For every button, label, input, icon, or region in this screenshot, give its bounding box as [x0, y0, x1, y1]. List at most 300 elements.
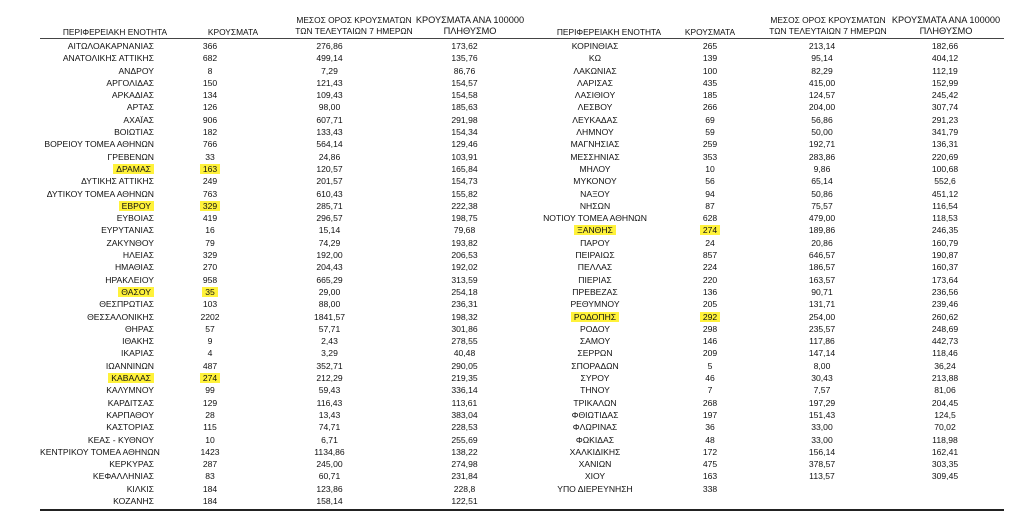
right-header-cases: ΚΡΟΥΣΜΑΤΑ: [684, 27, 736, 37]
region-text: ΚΑΛΥΜΝΟΥ: [106, 385, 154, 396]
avg7-text: 124,57: [808, 90, 836, 101]
right-header-per100k-line2: ΠΛΗΘΥΣΜΟ: [919, 26, 973, 36]
per100k-text: 154,57: [451, 77, 478, 88]
region-cell: [40, 126, 154, 138]
table-row: [528, 483, 1004, 495]
region-cell: [40, 323, 154, 335]
avg7-cell: [266, 224, 393, 236]
per100k-text: 301,86: [451, 323, 478, 334]
table-row: [528, 347, 1004, 359]
region-cell: [528, 360, 662, 372]
avg7-cell: [758, 237, 886, 249]
left-header-avg-line2: ΤΩΝ ΤΕΛΕΥΤΑΙΩΝ 7 ΗΜΕΡΩΝ: [295, 26, 413, 36]
region-text: ΚΩ: [588, 53, 602, 64]
cases-cell: [662, 212, 758, 224]
per100k-cell: [393, 40, 536, 52]
avg7-cell: [758, 323, 886, 335]
avg7-cell: [758, 224, 886, 236]
region-text: ΙΘΑΚΗΣ: [122, 336, 154, 347]
avg7-text: 109,43: [316, 90, 343, 101]
cases-text: 35: [202, 287, 218, 297]
per100k-text: 138,22: [451, 446, 478, 457]
avg7-cell: [758, 372, 886, 384]
region-cell: [528, 323, 662, 335]
per100k-text: 442,73: [931, 336, 959, 347]
per100k-cell: [393, 298, 536, 310]
table-row: [40, 397, 536, 409]
avg7-text: 3,29: [321, 348, 338, 359]
avg7-text: 646,57: [808, 250, 836, 261]
cases-cell: [154, 384, 266, 396]
avg7-text: 9,86: [813, 163, 831, 174]
cases-text: 274: [700, 225, 720, 235]
table-row: [528, 323, 1004, 335]
avg7-text: 378,57: [808, 459, 836, 470]
cases-cell: [154, 261, 266, 273]
avg7-text: 33,00: [811, 422, 833, 433]
per100k-text: 193,82: [451, 237, 478, 248]
cases-cell: [662, 40, 758, 52]
per100k-cell: [393, 446, 536, 458]
avg7-cell: [266, 65, 393, 77]
per100k-cell: [886, 274, 1004, 286]
region-cell: [40, 65, 154, 77]
per100k-cell: [886, 409, 1004, 421]
table-row: [40, 138, 536, 150]
avg7-text: 50,00: [811, 127, 833, 138]
cases-cell: [662, 409, 758, 421]
avg7-cell: [266, 126, 393, 138]
per100k-text: 228,8: [453, 483, 476, 494]
cases-text: 419: [202, 213, 218, 224]
per100k-cell: [886, 360, 1004, 372]
table-row: [40, 434, 536, 446]
per100k-cell: [393, 77, 536, 89]
per100k-cell: [393, 483, 536, 495]
per100k-text: 116,54: [932, 200, 958, 211]
table-row: [528, 40, 1004, 52]
avg7-cell: [266, 397, 393, 409]
per100k-cell: [393, 495, 536, 507]
left-header-rule: [40, 38, 536, 39]
per100k-cell: [886, 261, 1004, 273]
avg7-text: 74,71: [318, 422, 341, 433]
avg7-cell: [758, 470, 886, 482]
cases-cell: [662, 261, 758, 273]
cases-cell: [662, 458, 758, 470]
region-cell: [528, 347, 662, 359]
avg7-text: 90,71: [811, 286, 833, 297]
cases-text: 366: [202, 41, 218, 51]
avg7-text: 147,14: [808, 348, 836, 359]
cases-cell: [154, 249, 266, 261]
per100k-cell: [886, 52, 1004, 64]
cases-text: 353: [702, 151, 718, 162]
region-cell: [40, 163, 154, 175]
per100k-text: 135,76: [451, 53, 478, 64]
per100k-text: 124,5: [934, 409, 956, 420]
per100k-cell: [886, 446, 1004, 458]
cases-cell: [154, 237, 266, 249]
region-cell: [528, 483, 662, 495]
avg7-cell: [266, 495, 393, 507]
per100k-cell: [886, 384, 1004, 396]
region-cell: [40, 52, 154, 64]
cases-text: 103: [202, 299, 218, 310]
cases-cell: [154, 52, 266, 64]
cases-cell: [154, 65, 266, 77]
region-cell: [40, 397, 154, 409]
region-text: ΘΕΣΠΡΩΤΙΑΣ: [99, 299, 154, 310]
avg7-cell: [266, 114, 393, 126]
cases-text: 69: [705, 114, 715, 125]
region-cell: [40, 188, 154, 200]
region-cell: [528, 409, 662, 421]
cases-cell: [662, 384, 758, 396]
region-text: ΒΟΡΕΙΟΥ ΤΟΜΕΑ ΑΘΗΝΩΝ: [44, 139, 154, 150]
per100k-text: 222,38: [451, 200, 478, 211]
cases-text: 197: [702, 409, 718, 420]
avg7-cell: [266, 261, 393, 273]
avg7-text: 13,43: [318, 409, 341, 420]
per100k-cell: [886, 483, 1004, 495]
cases-text: 224: [702, 262, 718, 273]
per100k-text: 291,98: [451, 114, 478, 125]
per100k-cell: [393, 212, 536, 224]
cases-cell: [154, 323, 266, 335]
region-cell: [40, 101, 154, 113]
region-cell: [528, 212, 662, 224]
per100k-cell: [393, 224, 536, 236]
per100k-cell: [393, 397, 536, 409]
avg7-cell: [266, 274, 393, 286]
region-text: ΡΟΔΟΥ: [580, 323, 610, 334]
cases-text: 163: [702, 471, 718, 482]
region-cell: [528, 446, 662, 458]
right-header-avg-line2: ΤΩΝ ΤΕΛΕΥΤΑΙΩΝ 7 ΗΜΕΡΩΝ: [769, 26, 887, 36]
table-row: [40, 495, 536, 507]
cases-cell: [154, 347, 266, 359]
cases-text: 129: [202, 397, 218, 408]
cases-text: 146: [702, 336, 718, 347]
avg7-cell: [758, 65, 886, 77]
table-row: [528, 286, 1004, 298]
per100k-text: 404,12: [931, 53, 959, 64]
table-row: [528, 458, 1004, 470]
per100k-cell: [886, 335, 1004, 347]
avg7-cell: [266, 237, 393, 249]
cases-cell: [154, 163, 266, 175]
region-cell: [40, 237, 154, 249]
cases-cell: [154, 114, 266, 126]
avg7-text: 415,00: [808, 77, 836, 88]
left-data-table: [40, 40, 536, 507]
table-row: [40, 175, 536, 187]
avg7-text: 120,57: [316, 163, 343, 174]
table-row: [528, 261, 1004, 273]
region-cell: [40, 89, 154, 101]
table-row: [528, 397, 1004, 409]
cases-cell: [662, 274, 758, 286]
per100k-cell: [393, 249, 536, 261]
table-row: [40, 470, 536, 482]
left-header-region: ΠΕΡΙΦΕΡΕΙΑΚΗ ΕΝΟΤΗΤΑ: [62, 27, 168, 37]
region-text: ΗΡΑΚΛΕΙΟΥ: [105, 274, 154, 285]
avg7-text: 59,43: [318, 385, 341, 396]
avg7-text: 56,86: [811, 114, 833, 125]
cases-text: 100: [702, 65, 718, 76]
region-cell: [40, 458, 154, 470]
per100k-cell: [393, 65, 536, 77]
table-row: [40, 89, 536, 101]
cases-text: 8: [207, 65, 213, 76]
cases-cell: [154, 286, 266, 298]
table-row: [528, 188, 1004, 200]
per100k-cell: [886, 323, 1004, 335]
per100k-text: 228,53: [451, 422, 478, 433]
region-text: ΠΙΕΡΙΑΣ: [578, 274, 612, 285]
table-row: [528, 89, 1004, 101]
per100k-text: 341,79: [931, 127, 959, 138]
cases-cell: [154, 212, 266, 224]
region-cell: [40, 446, 160, 458]
table-row: [528, 212, 1004, 224]
avg7-cell: [758, 212, 886, 224]
table-row: [528, 163, 1004, 175]
avg7-cell: [758, 347, 886, 359]
cases-text: 766: [202, 139, 218, 150]
per100k-cell: [886, 40, 1004, 52]
table-row: [40, 249, 536, 261]
region-text: ΚΑΡΠΑΘΟΥ: [106, 409, 154, 420]
table-row: [40, 446, 536, 458]
cases-cell: [662, 323, 758, 335]
per100k-text: 220,69: [931, 151, 959, 162]
table-row: [528, 434, 1004, 446]
per100k-cell: [393, 261, 536, 273]
right-header-avg-line1: ΜΕΣΟΣ ΟΡΟΣ ΚΡΟΥΣΜΑΤΩΝ: [770, 15, 886, 25]
per100k-cell: [886, 298, 1004, 310]
avg7-text: 213,14: [808, 41, 836, 51]
per100k-text: 173,62: [451, 41, 478, 51]
table-row: [528, 274, 1004, 286]
per100k-cell: [886, 224, 1004, 236]
per100k-text: 307,74: [931, 102, 959, 113]
cases-text: 1423: [200, 446, 220, 457]
avg7-cell: [266, 163, 393, 175]
region-text: ΑΝΔΡΟΥ: [118, 65, 154, 76]
avg7-text: 564,14: [316, 139, 343, 150]
cases-text: 287: [202, 459, 218, 470]
table-row: [528, 101, 1004, 113]
region-cell: [40, 372, 154, 384]
cases-cell: [154, 409, 266, 421]
cases-text: 94: [705, 188, 715, 199]
cases-cell: [662, 397, 758, 409]
per100k-text: 236,31: [451, 299, 478, 310]
cases-text: 48: [705, 434, 715, 445]
avg7-text: 163,57: [808, 274, 836, 285]
per100k-cell: [393, 89, 536, 101]
per100k-text: 100,68: [931, 163, 959, 174]
region-cell: [528, 188, 662, 200]
right-data-table: [528, 40, 1004, 495]
per100k-cell: [393, 101, 536, 113]
per100k-cell: [886, 126, 1004, 138]
per100k-cell: [886, 470, 1004, 482]
region-cell: [528, 52, 662, 64]
per100k-cell: [886, 65, 1004, 77]
region-text: ΝΑΞΟΥ: [580, 188, 610, 199]
avg7-cell: [758, 188, 886, 200]
avg7-text: 82,29: [811, 65, 833, 76]
table-row: [528, 249, 1004, 261]
avg7-text: 75,57: [811, 200, 833, 211]
avg7-text: 204,00: [808, 102, 836, 113]
cases-cell: [662, 483, 758, 495]
region-text: ΧΙΟΥ: [584, 471, 606, 482]
region-cell: [528, 138, 662, 150]
table-row: [40, 421, 536, 433]
region-cell: [528, 200, 662, 212]
avg7-cell: [758, 261, 886, 273]
avg7-cell: [758, 384, 886, 396]
table-row: [40, 237, 536, 249]
per100k-cell: [393, 434, 536, 446]
region-text: ΦΘΙΩΤΙΔΑΣ: [571, 409, 619, 420]
per100k-text: 160,37: [931, 262, 959, 273]
cases-text: 338: [702, 483, 718, 494]
avg7-text: 479,00: [808, 213, 836, 224]
region-cell: [528, 286, 662, 298]
cases-text: 4: [207, 348, 213, 359]
per100k-cell: [886, 89, 1004, 101]
per100k-text: 182,66: [931, 41, 959, 51]
table-row: [40, 163, 536, 175]
cases-cell: [154, 311, 266, 323]
avg7-text: 20,86: [811, 237, 833, 248]
avg7-text: 352,71: [316, 360, 343, 371]
cases-cell: [154, 188, 266, 200]
cases-text: 10: [205, 434, 215, 445]
avg7-cell: [266, 446, 393, 458]
avg7-cell: [266, 89, 393, 101]
avg7-text: 156,14: [808, 446, 836, 457]
cases-cell: [662, 151, 758, 163]
region-text: ΑΡΤΑΣ: [126, 102, 154, 113]
avg7-cell: [758, 274, 886, 286]
per100k-cell: [886, 347, 1004, 359]
avg7-text: 1841,57: [313, 311, 346, 322]
avg7-text: 65,14: [811, 176, 833, 187]
per100k-text: 291,23: [931, 114, 959, 125]
region-text: ΓΡΕΒΕΝΩΝ: [107, 151, 154, 162]
left-header-cases: ΚΡΟΥΣΜΑΤΑ: [207, 27, 259, 37]
per100k-text: 162,41: [931, 446, 959, 457]
per100k-text: 122,51: [451, 495, 478, 506]
avg7-cell: [758, 249, 886, 261]
region-cell: [528, 372, 662, 384]
cases-cell: [662, 114, 758, 126]
region-text: ΛΕΥΚΑΔΑΣ: [572, 114, 618, 125]
table-row: [528, 372, 1004, 384]
region-text: ΣΑΜΟΥ: [579, 336, 611, 347]
avg7-text: 665,29: [316, 274, 343, 285]
left-header-per100k-line1: ΚΡΟΥΣΜΑΤΑ ΑΝΑ 100000: [415, 15, 525, 25]
avg7-text: 116,43: [316, 397, 343, 408]
cases-cell: [154, 298, 266, 310]
cases-text: 87: [705, 200, 715, 211]
per100k-text: 118,53: [932, 213, 958, 224]
region-text: ΛΕΣΒΟΥ: [577, 102, 613, 113]
table-row: [40, 188, 536, 200]
cases-text: 298: [702, 323, 718, 334]
per100k-text: 165,84: [451, 163, 478, 174]
avg7-cell: [266, 212, 393, 224]
cases-text: 292: [700, 312, 720, 322]
per100k-cell: [393, 323, 536, 335]
per100k-text: 206,53: [451, 250, 478, 261]
region-text: ΑΡΚΑΔΙΑΣ: [111, 90, 154, 101]
per100k-cell: [393, 188, 536, 200]
per100k-cell: [886, 434, 1004, 446]
avg7-text: 98,00: [318, 102, 341, 113]
region-cell: [528, 224, 662, 236]
per100k-cell: [393, 458, 536, 470]
region-cell: [40, 175, 154, 187]
cases-cell: [662, 224, 758, 236]
cases-cell: [154, 224, 266, 236]
cases-cell: [662, 237, 758, 249]
per100k-text: 86,76: [453, 65, 476, 76]
per100k-cell: [393, 175, 536, 187]
per100k-text: 236,56: [931, 286, 959, 297]
cases-cell: [662, 347, 758, 359]
cases-text: 268: [702, 397, 718, 408]
region-cell: [528, 163, 662, 175]
region-cell: [40, 483, 154, 495]
region-cell: [528, 311, 662, 323]
table-row: [40, 335, 536, 347]
region-text: ΑΡΓΟΛΙΔΑΣ: [106, 77, 154, 88]
left-header-avg-line1: ΜΕΣΟΣ ΟΡΟΣ ΚΡΟΥΣΜΑΤΩΝ: [296, 15, 412, 25]
per100k-text: 173,64: [931, 274, 959, 285]
avg7-cell: [758, 335, 886, 347]
region-cell: [528, 274, 662, 286]
region-cell: [40, 298, 154, 310]
region-text: ΑΧΑΪΑΣ: [123, 114, 154, 125]
cases-text: 57: [205, 323, 215, 334]
region-text: ΚΑΒΑΛΑΣ: [108, 373, 154, 383]
per100k-cell: [393, 360, 536, 372]
avg7-text: 610,43: [316, 188, 343, 199]
per100k-cell: [393, 126, 536, 138]
avg7-text: 74,29: [318, 237, 341, 248]
avg7-cell: [266, 286, 393, 298]
cases-text: 99: [205, 385, 215, 396]
avg7-text: 204,43: [316, 262, 343, 273]
per100k-cell: [886, 237, 1004, 249]
region-cell: [528, 175, 662, 187]
per100k-text: 154,73: [451, 176, 478, 187]
avg7-cell: [758, 360, 886, 372]
cases-cell: [662, 175, 758, 187]
cases-cell: [154, 360, 266, 372]
avg7-text: 117,86: [809, 336, 835, 347]
table-row: [40, 224, 536, 236]
per100k-cell: [393, 274, 536, 286]
cases-cell: [154, 126, 266, 138]
